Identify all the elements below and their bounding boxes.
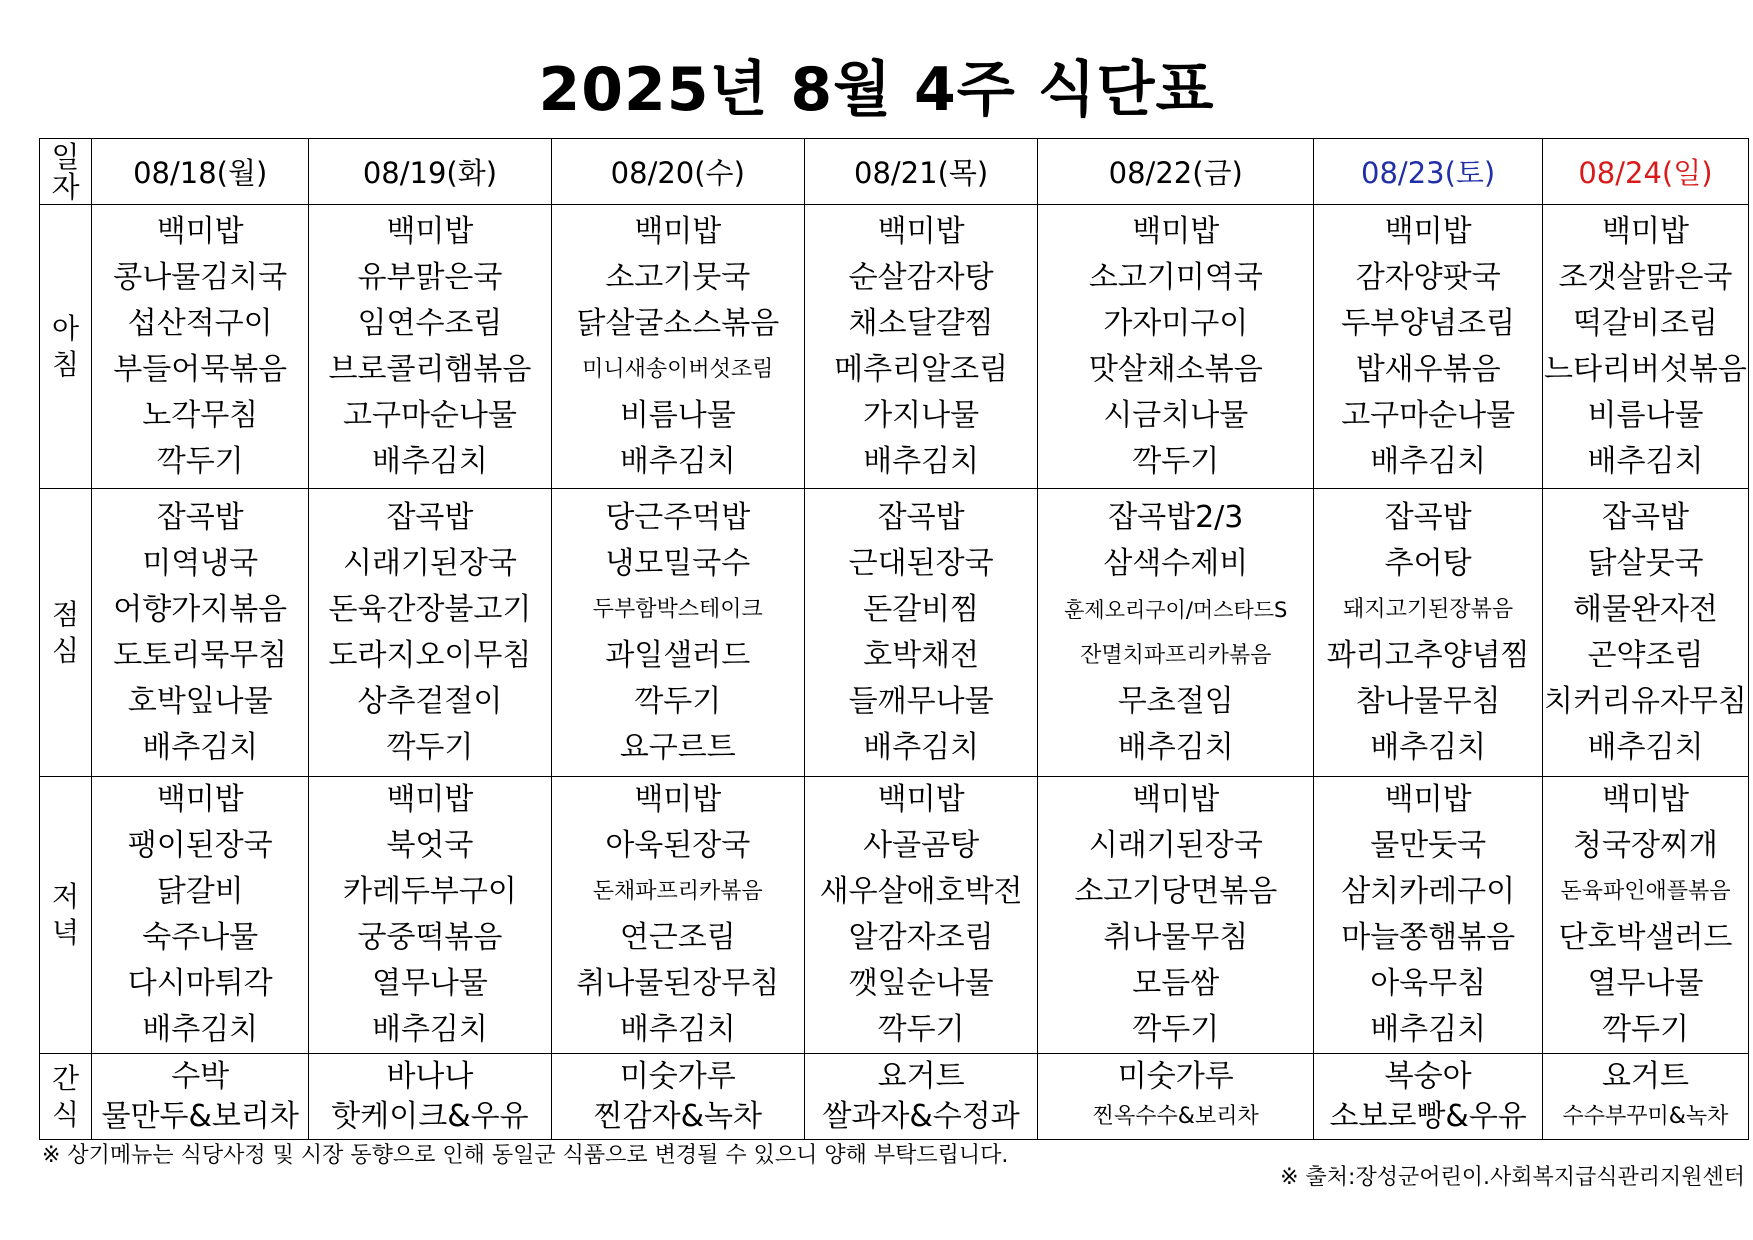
dish-item: 참나물무침: [1355, 683, 1501, 719]
dish-list: [92, 1057, 308, 1137]
dish-list: [1314, 209, 1542, 485]
menu-cell-breakfast-day1: [92, 205, 309, 489]
dish-item: 꽈리고추양념찜: [1326, 637, 1530, 673]
menu-cell-lunch-day6: [1314, 489, 1543, 777]
dish-item: 임연수조림: [357, 305, 503, 341]
date-header-thu: 08/21(목): [805, 139, 1038, 205]
dish-item: 배추김치: [1370, 1012, 1487, 1047]
dish-item: 소보로빵&우유: [1329, 1098, 1527, 1134]
menu-cell-breakfast-day7: [1542, 205, 1748, 489]
dish-item: 깍두기: [634, 683, 722, 719]
dish-item: 열무나물: [371, 966, 488, 1001]
footer-note: ※ 상기메뉴는 식당사정 및 시장 동향으로 인해 동일군 식품으로 변경될 수 있으니 양해 부탁드립니다.: [42, 1143, 1009, 1168]
menu-cell-dinner-day6: [1314, 777, 1543, 1054]
dish-item: 닭살뭇국: [1587, 545, 1704, 581]
menu-cell-snack-day6: [1314, 1054, 1543, 1140]
dish-list: [1038, 495, 1313, 771]
date-header-mon: 08/18(월): [92, 139, 309, 205]
dish-item: 단호박샐러드: [1558, 920, 1733, 955]
dish-item: 잡곡밥: [386, 499, 474, 535]
dish-item: 배추김치: [142, 729, 259, 765]
dish-item: 요거트: [877, 1058, 965, 1094]
dish-item: 백미밥: [386, 782, 474, 817]
menu-cell-snack-day3: [551, 1054, 805, 1140]
dish-item: 도토리묵무침: [113, 637, 288, 673]
dish-item: 배추김치: [1117, 729, 1234, 765]
dish-item: 잡곡밥2/3: [1108, 499, 1244, 535]
dish-item: 근대된장국: [848, 545, 994, 581]
dish-item: 당근주먹밥: [605, 499, 751, 535]
dish-item: 유부맑은국: [357, 259, 503, 295]
dish-item: 깍두기: [156, 443, 244, 479]
dish-item: 새우살애호박전: [819, 874, 1023, 909]
dish-list: [1038, 1057, 1313, 1137]
dish-item: 소고기당면볶음: [1074, 874, 1278, 909]
meal-label-char: 점: [51, 597, 80, 631]
dish-item: 백미밥: [1602, 213, 1689, 249]
dish-list: [552, 1057, 805, 1137]
dish-item: 돼지고기된장볶음: [1343, 596, 1514, 622]
dish-item: 밥새우볶음: [1355, 351, 1501, 387]
dish-item: 배추김치: [863, 729, 980, 765]
dish-item: 배추김치: [619, 1012, 736, 1047]
dish-item: 요거트: [1602, 1058, 1689, 1094]
dish-item: 핫케이크&우유: [331, 1098, 529, 1134]
meal-row-breakfast: [40, 205, 1749, 489]
dish-item: 숙주나물: [142, 920, 259, 955]
dish-item: 잡곡밥: [877, 499, 965, 535]
dish-item: 카레두부구이: [342, 874, 517, 909]
dish-list: [1543, 495, 1748, 771]
dish-item: 청국장찌개: [1573, 828, 1718, 863]
dish-item: 호박잎나물: [127, 683, 273, 719]
dish-item: 쌀과자&수정과: [822, 1098, 1020, 1134]
dish-item: 아욱된장국: [605, 828, 751, 863]
footer-source: ※ 출처:장성군어린이.사회복지급식관리지원센터: [1280, 1165, 1745, 1190]
dish-item: 연근조림: [619, 920, 736, 955]
dish-item: 닭살굴소스볶음: [576, 305, 780, 341]
dish-item: 찐감자&녹차: [593, 1098, 762, 1134]
dish-item: 모듬쌈: [1132, 966, 1220, 1001]
dish-item: 어향가지볶음: [113, 591, 288, 627]
dish-item: 비름나물: [1587, 397, 1704, 433]
meal-label-char: 침: [51, 347, 80, 381]
menu-cell-dinner-day1: [92, 777, 309, 1054]
menu-cell-breakfast-day3: [551, 205, 805, 489]
dish-list: [805, 495, 1037, 771]
date-header-fri: 08/22(금): [1038, 139, 1314, 205]
menu-cell-dinner-day5: [1038, 777, 1314, 1054]
dish-item: 부들어묵볶음: [113, 351, 288, 387]
date-label-char: 일: [51, 139, 80, 174]
dish-item: 두부양념조림: [1341, 305, 1516, 341]
dish-item: 미니새송이버섯조림: [582, 356, 774, 382]
dish-item: 고구마순나물: [1341, 397, 1516, 433]
page-title: 2025년 8월 4주 식단표: [538, 55, 1215, 125]
date-header-tue: 08/19(화): [309, 139, 551, 205]
dish-item: 잔멸치파프리카볶음: [1080, 642, 1272, 668]
dish-item: 백미밥: [386, 213, 474, 249]
dish-item: 취나물된장무침: [576, 966, 780, 1001]
dish-item: 수수부꾸미&녹차: [1562, 1103, 1729, 1129]
menu-table: [39, 138, 1749, 1140]
dish-item: 두부함박스테이크: [592, 596, 763, 622]
meal-label-char: 아: [51, 311, 80, 345]
dish-item: 떡갈비조림: [1573, 305, 1718, 341]
dish-item: 가지나물: [863, 397, 980, 433]
meal-label-char: 심: [51, 633, 80, 667]
menu-cell-snack-day1: [92, 1054, 309, 1140]
dish-item: 닭갈비: [156, 874, 244, 909]
dish-item: 호박채전: [863, 637, 980, 673]
dish-item: 잡곡밥: [1384, 499, 1472, 535]
dish-list: [309, 495, 550, 771]
dish-item: 돈육간장불고기: [328, 591, 532, 627]
dish-item: 시금치나물: [1103, 397, 1249, 433]
dish-list: [309, 777, 550, 1053]
dish-item: 돈채파프리카볶음: [592, 879, 763, 904]
dish-list: [552, 209, 805, 485]
dish-item: 깍두기: [1132, 1012, 1220, 1047]
date-header-row: [40, 139, 1749, 205]
menu-cell-breakfast-day6: [1314, 205, 1543, 489]
dish-item: 배추김치: [371, 1012, 488, 1047]
menu-cell-dinner-day4: [805, 777, 1038, 1054]
dish-item: 배추김치: [1587, 729, 1704, 765]
dish-item: 비름나물: [619, 397, 736, 433]
dish-list: [1314, 777, 1542, 1053]
dish-item: 채소달걀찜: [848, 305, 994, 341]
dish-item: 잡곡밥: [1602, 499, 1689, 535]
dish-item: 맛살채소볶음: [1088, 351, 1263, 387]
dish-item: 해물완자전: [1573, 591, 1718, 627]
dish-item: 팽이된장국: [127, 828, 273, 863]
dish-item: 과일샐러드: [605, 637, 751, 673]
dish-list: [1543, 209, 1748, 485]
dish-item: 북엇국: [386, 828, 474, 863]
dish-item: 미숫가루: [619, 1058, 736, 1094]
menu-cell-breakfast-day5: [1038, 205, 1314, 489]
dish-item: 백미밥: [877, 782, 965, 817]
dish-item: 배추김치: [1587, 443, 1704, 479]
dish-list: [92, 777, 308, 1053]
dish-list: [1314, 495, 1542, 771]
dish-item: 배추김치: [142, 1012, 259, 1047]
dish-item: 배추김치: [863, 443, 980, 479]
dish-item: 치커리유자무침: [1544, 683, 1747, 719]
dish-item: 깍두기: [877, 1012, 965, 1047]
dish-item: 감자양팟국: [1355, 259, 1501, 295]
menu-cell-lunch-day3: [551, 489, 805, 777]
menu-cell-snack-day4: [805, 1054, 1038, 1140]
dish-item: 백미밥: [1132, 782, 1220, 817]
meal-label-dinner: [40, 777, 92, 1054]
date-label-cell: [40, 139, 92, 205]
dish-item: 삼치카레구이: [1341, 874, 1516, 909]
dish-item: 브로콜리햄볶음: [328, 351, 532, 387]
dish-item: 소고기미역국: [1088, 259, 1263, 295]
menu-cell-breakfast-day4: [805, 205, 1038, 489]
dish-item: 훈제오리구이/머스타드S: [1064, 597, 1288, 622]
dish-item: 취나물무침: [1103, 920, 1249, 955]
dish-item: 배추김치: [619, 443, 736, 479]
dish-item: 바나나: [386, 1058, 474, 1094]
dish-item: 알감자조림: [848, 920, 994, 955]
dish-item: 백미밥: [156, 782, 244, 817]
dish-list: [552, 495, 805, 771]
dish-item: 돈갈비찜: [863, 591, 980, 627]
meal-label-char: 저: [51, 880, 80, 913]
dish-item: 도라지오이무침: [328, 637, 532, 673]
dish-item: 미숫가루: [1117, 1058, 1234, 1094]
meal-row-dinner: [40, 777, 1749, 1054]
dish-item: 깻잎순나물: [848, 966, 994, 1001]
meal-row-lunch: [40, 489, 1749, 777]
dish-item: 돈육파인애플볶음: [1560, 879, 1731, 904]
dish-item: 백미밥: [634, 782, 722, 817]
dish-item: 깍두기: [1132, 443, 1220, 479]
dish-item: 미역냉국: [142, 545, 259, 581]
meal-row-snack: [40, 1054, 1749, 1140]
date-header-sun: 08/24(일): [1542, 139, 1748, 205]
menu-cell-breakfast-day2: [309, 205, 551, 489]
menu-cell-lunch-day2: [309, 489, 551, 777]
meal-label-char: 녁: [51, 916, 80, 949]
dish-list: [805, 209, 1037, 485]
dish-item: 고구마순나물: [342, 397, 517, 433]
dish-item: 다시마튀각: [127, 966, 273, 1001]
menu-cell-dinner-day3: [551, 777, 805, 1054]
dish-list: [92, 209, 308, 485]
dish-item: 무초절임: [1117, 683, 1234, 719]
dish-item: 순살감자탕: [848, 259, 994, 295]
dish-list: [1314, 1057, 1542, 1137]
menu-cell-snack-day5: [1038, 1054, 1314, 1140]
meal-label-char: 간: [51, 1061, 80, 1095]
dish-item: 마늘쫑햄볶음: [1341, 920, 1516, 955]
dish-list: [805, 777, 1037, 1053]
menu-cell-lunch-day5: [1038, 489, 1314, 777]
menu-cell-snack-day2: [309, 1054, 551, 1140]
dish-item: 시래기된장국: [342, 545, 517, 581]
dish-item: 요구르트: [619, 729, 736, 765]
date-header-wed: 08/20(수): [551, 139, 805, 205]
dish-item: 곤약조림: [1587, 637, 1704, 673]
dish-item: 사골곰탕: [863, 828, 980, 863]
dish-item: 잡곡밥: [156, 499, 244, 535]
dish-item: 백미밥: [1384, 213, 1472, 249]
dish-list: [309, 1057, 550, 1137]
dish-item: 느타리버섯볶음: [1544, 351, 1747, 387]
menu-cell-lunch-day1: [92, 489, 309, 777]
meal-label-char: 식: [51, 1097, 80, 1131]
dish-list: [1543, 777, 1748, 1053]
dish-list: [552, 777, 805, 1053]
menu-cell-dinner-day2: [309, 777, 551, 1054]
dish-item: 백미밥: [1132, 213, 1220, 249]
dish-list: [92, 495, 308, 771]
dish-item: 배추김치: [1370, 443, 1487, 479]
meal-label-lunch: [40, 489, 92, 777]
dish-item: 콩나물김치국: [113, 259, 288, 295]
menu-cell-lunch-day7: [1542, 489, 1748, 777]
dish-item: 수박: [171, 1058, 230, 1094]
meal-label-breakfast: [40, 205, 92, 489]
dish-item: 물만두&보리차: [101, 1098, 299, 1134]
dish-item: 배추김치: [371, 443, 488, 479]
dish-list: [1038, 209, 1313, 485]
dish-item: 섭산적구이: [127, 305, 273, 341]
meal-label-snack: [40, 1054, 92, 1140]
date-header-sat: 08/23(토): [1314, 139, 1543, 205]
dish-item: 시래기된장국: [1088, 828, 1263, 863]
dish-item: 삼색수제비: [1103, 545, 1249, 581]
dish-item: 상추겉절이: [357, 683, 503, 719]
menu-cell-snack-day7: [1542, 1054, 1748, 1140]
dish-item: 배추김치: [1370, 729, 1487, 765]
dish-item: 깍두기: [386, 729, 474, 765]
dish-item: 조갯살맑은국: [1558, 259, 1733, 295]
dish-item: 들깨무나물: [848, 683, 994, 719]
dish-item: 궁중떡볶음: [357, 920, 503, 955]
dish-item: 가자미구이: [1103, 305, 1249, 341]
date-label-char: 자: [51, 169, 80, 204]
dish-item: 백미밥: [1384, 782, 1472, 817]
dish-item: 찐옥수수&보리차: [1092, 1103, 1259, 1129]
dish-item: 노각무침: [142, 397, 259, 433]
dish-list: [805, 1057, 1037, 1137]
menu-cell-dinner-day7: [1542, 777, 1748, 1054]
dish-list: [1543, 1057, 1748, 1137]
dish-item: 백미밥: [156, 213, 244, 249]
dish-item: 백미밥: [877, 213, 965, 249]
menu-cell-lunch-day4: [805, 489, 1038, 777]
dish-item: 냉모밀국수: [605, 545, 751, 581]
dish-item: 백미밥: [1602, 782, 1689, 817]
dish-item: 복숭아: [1384, 1058, 1472, 1094]
dish-item: 백미밥: [634, 213, 722, 249]
dish-list: [1038, 777, 1313, 1053]
dish-item: 아욱무침: [1370, 966, 1487, 1001]
dish-item: 소고기뭇국: [605, 259, 751, 295]
dish-item: 메추리알조림: [834, 351, 1009, 387]
dish-item: 물만둣국: [1370, 828, 1487, 863]
dish-item: 추어탕: [1384, 545, 1472, 581]
dish-list: [309, 209, 550, 485]
dish-item: 열무나물: [1587, 966, 1704, 1001]
dish-item: 깍두기: [1602, 1012, 1689, 1047]
